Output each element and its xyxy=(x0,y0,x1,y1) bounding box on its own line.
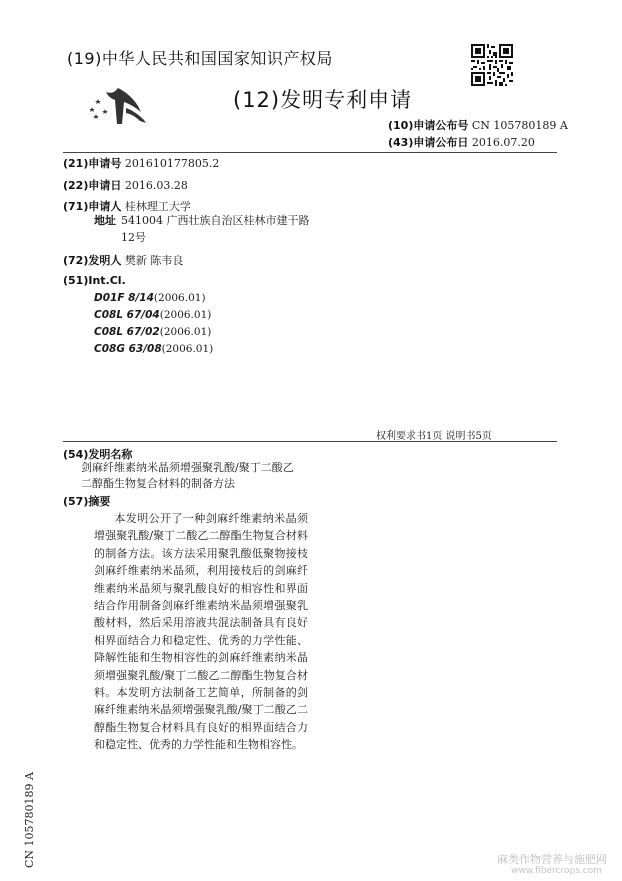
ipc-entry xyxy=(94,292,206,304)
publication-number-label: (10)申请公布号 xyxy=(388,119,469,132)
invention-title-label: (54)发明名称 xyxy=(63,448,133,461)
publication-date-value: 2016.07.20 xyxy=(471,136,535,149)
ipc-entry xyxy=(94,343,213,355)
ipc-code: C08L 67/04 xyxy=(94,309,160,321)
ipc-version: (2006.01) xyxy=(159,309,212,321)
inventors-label: (72)发明人 xyxy=(63,254,122,267)
ipc-code: C08L 67/02 xyxy=(94,326,160,338)
ipc-entry xyxy=(94,326,211,338)
application-number xyxy=(63,155,219,171)
sipo-emblem-icon xyxy=(86,86,152,126)
publication-number xyxy=(388,117,568,133)
side-publication-number xyxy=(20,768,40,868)
filing-date-value: 2016.03.28 xyxy=(124,179,188,192)
abstract-text xyxy=(94,510,308,754)
address-value: 541004 广西壮族自治区桂林市建干路12号 xyxy=(121,214,310,244)
ipc-version: (2006.01) xyxy=(153,292,206,304)
ipc-code: C08G 63/08 xyxy=(94,343,162,355)
watermark: 麻类作物营养与施肥网 xyxy=(497,853,607,866)
abstract-label: (57)摘要 xyxy=(63,495,111,508)
address-label: 地址 xyxy=(94,214,116,227)
ipc-version: (2006.01) xyxy=(161,343,214,355)
inventors-value: 樊新 陈韦良 xyxy=(124,254,184,267)
issuing-authority: (19)中华人民共和国国家知识产权局 xyxy=(67,49,333,68)
invention-title: 剑麻纤维素纳米晶须增强聚乳酸/聚丁二酸乙二醇酯生物复合材料的制备方法 xyxy=(81,461,294,490)
application-number-label: (21)申请号 xyxy=(63,157,122,170)
ipc-code: D01F 8/14 xyxy=(94,292,154,304)
header-divider xyxy=(63,152,557,153)
filing-date-label: (22)申请日 xyxy=(63,179,122,192)
ipc-entry xyxy=(94,309,211,321)
side-number-text: CN 105780189 A xyxy=(23,772,36,868)
qr-code-icon xyxy=(471,44,513,86)
publication-date xyxy=(388,134,535,150)
applicant-label: (71)申请人 xyxy=(63,200,122,213)
page-counts: 权利要求书1页 说明书5页 xyxy=(376,431,492,442)
ipc-version: (2006.01) xyxy=(159,326,212,338)
abstract-body: 本发明公开了一种剑麻纤维素纳米晶须增强聚乳酸/聚丁二酸乙二醇酯生物复合材料的制备方法。该方法采用聚乳酸低聚物接枝剑麻纤维素纳米晶须，利用接枝后的剑麻纤维素纳米晶须与聚乳酸良好的相容性和界面结合作用制备剑麻纤维素纳米晶须增强聚乳酸材料，然后采用溶液共混法制备具有良好相界面结合力和稳定性、优秀的力学性能、降解性能和生物相容性的剑麻纤维素纳米晶须增强聚乳酸/聚丁二酸乙二醇酯生物复合材料。本发明方法制备工艺简单，所制备的剑麻纤维素纳米晶须增强聚乳酸/聚丁二酸乙二醇酯生物复合材料具有良好的相界面结合力和稳定性、优秀的力学性能和生物相容性。 xyxy=(94,512,308,752)
filing-date xyxy=(63,177,188,193)
inventors xyxy=(63,252,183,268)
watermark-url: www.fibercrops.com xyxy=(511,866,602,876)
applicant-value: 桂林理工大学 xyxy=(124,200,191,213)
ipc-label: (51)Int.Cl. xyxy=(63,274,126,287)
document-type-heading: (12)发明专利申请 xyxy=(233,88,413,112)
biblio-divider xyxy=(63,441,557,442)
publication-date-label: (43)申请公布日 xyxy=(388,136,469,149)
publication-number-value: CN 105780189 A xyxy=(471,119,568,132)
application-number-value: 201610177805.2 xyxy=(124,157,220,170)
